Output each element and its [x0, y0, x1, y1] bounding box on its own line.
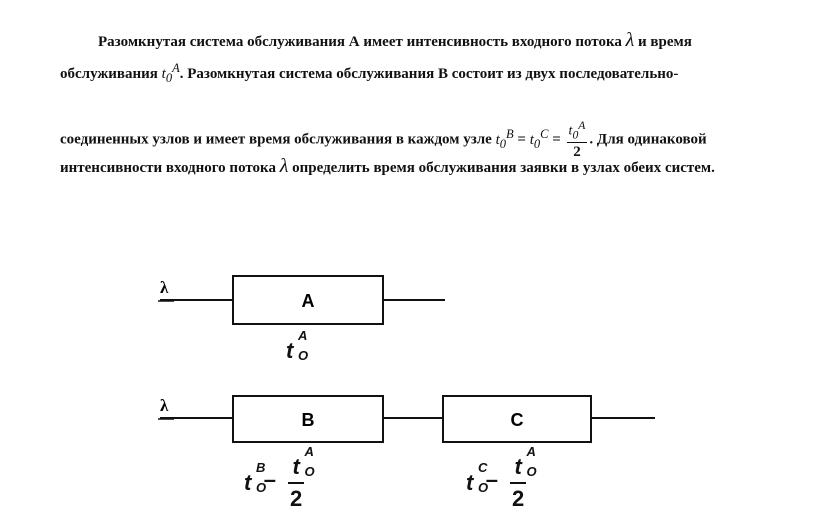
text-segment: Разомкнутая система обслуживания А имеет интенсивность входного потока [98, 34, 622, 50]
text-segment: . Разомкнутая система обслуживания В состоит из двух последовательно- [179, 66, 679, 82]
fraction-b: t A O 2 [290, 444, 315, 511]
t0b-formula: t B O – t A O 2 [244, 444, 315, 511]
text-segment: обслуживания [60, 66, 158, 82]
fraction-c: t A O 2 [512, 444, 537, 511]
lambda-input-a: λ [160, 278, 169, 297]
text-segment: . Для одинаковой [589, 131, 707, 148]
dash-c: – [485, 467, 499, 493]
equals-sign: = [517, 131, 526, 148]
text-segment: интенсивности входного потока [60, 160, 276, 176]
lambda-symbol: λ [279, 155, 289, 177]
box-c-label: C [510, 410, 524, 430]
t0a-symbol: $t_0^A$ [161, 61, 180, 85]
dash-b: – [263, 467, 277, 493]
t0c-formula: t C O – t A O 2 [466, 444, 537, 511]
t0a-label: t A O [286, 328, 309, 363]
equals-sign: = [552, 131, 561, 148]
lambda-symbol: λ [625, 29, 635, 51]
box-a-label: A [301, 291, 315, 311]
text-segment: соединенных узлов и имеет время обслуживания в каждом узле [60, 131, 492, 148]
text-segment: определить время обслуживания заявки в узлах обеих систем. [292, 160, 715, 176]
half-t0a-fraction: $\frac{t_0^A}{2}$ [568, 119, 586, 161]
t0c-symbol: $t_0^C$ [529, 126, 549, 151]
lambda-input-b: λ [160, 396, 169, 415]
box-b-label: B [301, 410, 315, 430]
text-segment: и время [638, 34, 692, 50]
t0b-symbol: $t_0^B$ [495, 126, 514, 151]
